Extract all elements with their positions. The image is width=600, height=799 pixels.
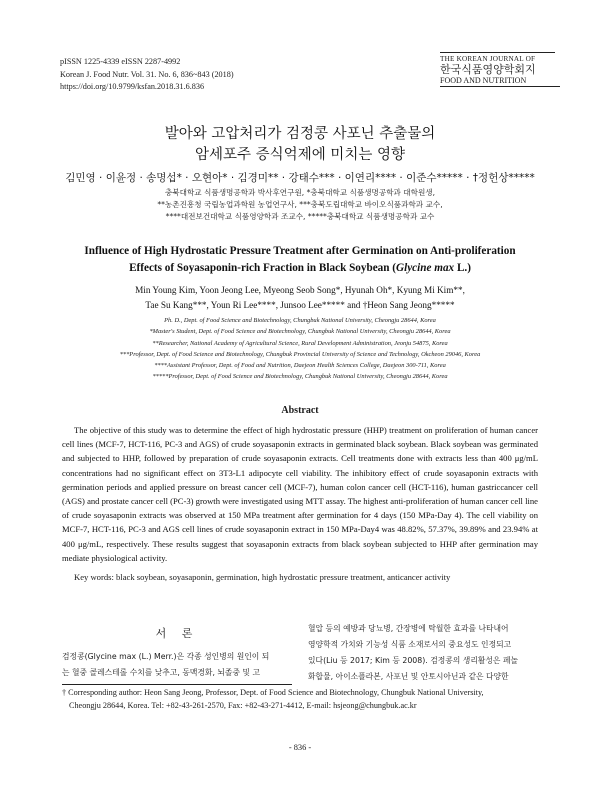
issn: pISSN 1225-4339 eISSN 2287-4992 [60,57,181,66]
journal-name-en-top: THE KOREAN JOURNAL OF [440,55,536,63]
keywords: Key words: black soybean, soyasaponin, germination, high hydrostatic pressure treatment, anticancer activity [74,572,451,582]
section-heading-introduction: 서 론 [155,627,199,640]
body-line: 혈압 등의 예방과 당뇨병, 간장병에 탁월한 효과를 나타내어 [308,624,509,633]
body-column-right [308,621,538,685]
body-line: 영양학적 가치와 기능성 식품 소재로서의 중요성도 인정되고 [308,640,512,649]
title-english-line-1: Influence of High Hydrostatic Pressure Treatment after Germination on Anti-proliferation [84,245,516,257]
affiliation-en-line: *Master's Student, Dept. of Food Science and Biotechnology, Chungbuk National University, Cheongju 28644, Korea [149,328,451,336]
abstract-paragraph: The objective of this study was to determine the effect of high hydrostatic pressure (HHP) treatment on proliferation of human cancer cell lines (MCF-7, HCT-116, PC-3 and AGS) of crude soyasaponin extracts in germinated black soybean. Black soybean was germinated and subjected to HHP, followed by preparation of crude soyasaponin extracts. Cell treatments done with extracts less than 400 μg/mL concentrations had no significant effect on 3T3-L1 adipocyte cell viability. The inhibitory effect of crude soyasaponin extracts with germination periods and applied pressure on breast cancer cell (MCF-7), human colon cancer cell (HCT-116), human gastriccancer cell (AGS) and prostate cancer cell (PC-3) growth were investigated using MTT assay. The highest anti-proliferation of human cancer cell line of crude soyasaponin extracts was observed at 150 MPa treatment after germination for 4 days (150 MPa-Day 4). The cell viability on MCF-7, HCT-116, PC-3 and AGS cell lines of crude soyasaponin extract in 150 MPa-Day4 was 48.82%, 57.37%, 39.89% and 23.94% at 400 μg/mL, respectively. These results suggest that soyasaponin extracts from black soybean subjected to HHP after germination may mediate physiological activity. [62,425,538,563]
journal-name-kr: 한국식품영양학회지 [440,63,536,76]
affiliation-kr-line: **농촌진흥청 국립농업과학원 농업연구사, ***충북도립대학교 바이오식품과학과 교수, [157,200,443,209]
page-number: - 836 - [288,743,312,752]
affiliation-en-line: **Researcher, National Academy of Agricultural Science, Rural Development Administration, Jeonju 54875, Korea [152,339,448,347]
body-line: 화합물, 아이소플라본, 사포닌 및 안토시아닌과 같은 다양한 [308,672,509,681]
title-english [0,243,600,277]
footnote-line: † Corresponding author: Heon Sang Jeong, Professor, Dept. of Food Science and Biotechnology, Chungbuk National University, [62,688,484,697]
journal-name-en-bottom: FOOD AND NUTRITION [440,76,560,87]
authors-en-line: Tae Su Kang***, Youn Ri Lee****, Junsoo Lee***** and †Heon Sang Jeong***** [145,300,455,310]
affiliations-english [0,315,600,383]
body-line: 는 혈중 콜레스테롤 수치를 낮추고, 동맥경화, 뇌졸중 및 고 [62,668,261,677]
title-korean [0,124,600,166]
affiliation-en-line: *****Professor, Dept. of Food Science and Biotechnology, Chungbuk National University, Cheongju 28644, Korea [152,373,448,381]
title-text: Effects of Soyasaponin-rich Fraction in Black Soybean ( [129,262,397,274]
body-line: 검정콩(Glycine max (L.) Merr.)은 각종 성인병의 원인이 되 [62,652,270,661]
citation: Korean J. Food Nutr. Vol. 31. No. 6, 836~843 (2018) [60,69,234,79]
species-name: Glycine max [396,262,455,274]
body-column-left [62,649,292,681]
abstract-body [62,423,538,565]
affiliation-en-line: Ph. D., Dept. of Food Science and Biotechnology, Chungbuk National University, Cheongju 28644, Korea [164,317,436,324]
journal-rule-top [440,52,555,53]
footnote-line: Cheongju 28644, Korea. Tel: +82-43-261-2570, Fax: +82-43-271-4412, E-mail: hsjeong@chungbuk.ac.kr [69,701,417,710]
affiliation-en-line: ****Assistant Professor, Dept. of Food and Nutrition, Daejeon Health Sciences College, Daejeon 300-711, Korea [154,362,446,370]
title-text: L.) [454,262,471,274]
article-header-info [60,56,234,94]
authors-korean: 김민영 · 이윤정 · 송명섭* · 오현아* · 김경미** · 강태수*** · 이연리**** · 이준수***** · †정헌상***** [65,172,535,184]
footnote-divider [62,684,292,685]
title-english-line-2 [0,260,600,277]
abstract-heading: Abstract [281,405,319,416]
authors-en-line: Min Young Kim, Yoon Jeong Lee, Myeong Seob Song*, Hyunah Oh*, Kyung Mi Kim**, [135,285,465,295]
affiliations-korean [0,187,600,223]
corresponding-author-footnote [62,686,538,712]
journal-logo [440,52,560,87]
affiliation-en-line: ***Professor, Dept. of Food Science and Biotechnology, Chungbuk Provincial University of Science and Technology, Okcheon 29046, Korea [119,350,481,358]
affiliation-kr-line: ****대전보건대학교 식품영양학과 조교수, *****충북대학교 식품생명공학과 교수 [165,212,435,221]
doi-link[interactable]: https://doi.org/10.9799/ksfan.2018.31.6.836 [60,82,205,91]
title-korean-line-2: 암세포주 증식억제에 미치는 영향 [195,147,405,163]
affiliation-kr-line: 충북대학교 식품생명공학과 박사후연구원, *충북대학교 식품생명공학과 대학원생, [164,188,436,197]
title-korean-line-1: 발아와 고압처리가 검정콩 사포닌 추출물의 [164,126,436,142]
body-line: 있다(Liu 등 2017; Kim 등 2008). 검정콩의 생리활성은 페놀 [308,656,519,665]
authors-english [0,283,600,313]
